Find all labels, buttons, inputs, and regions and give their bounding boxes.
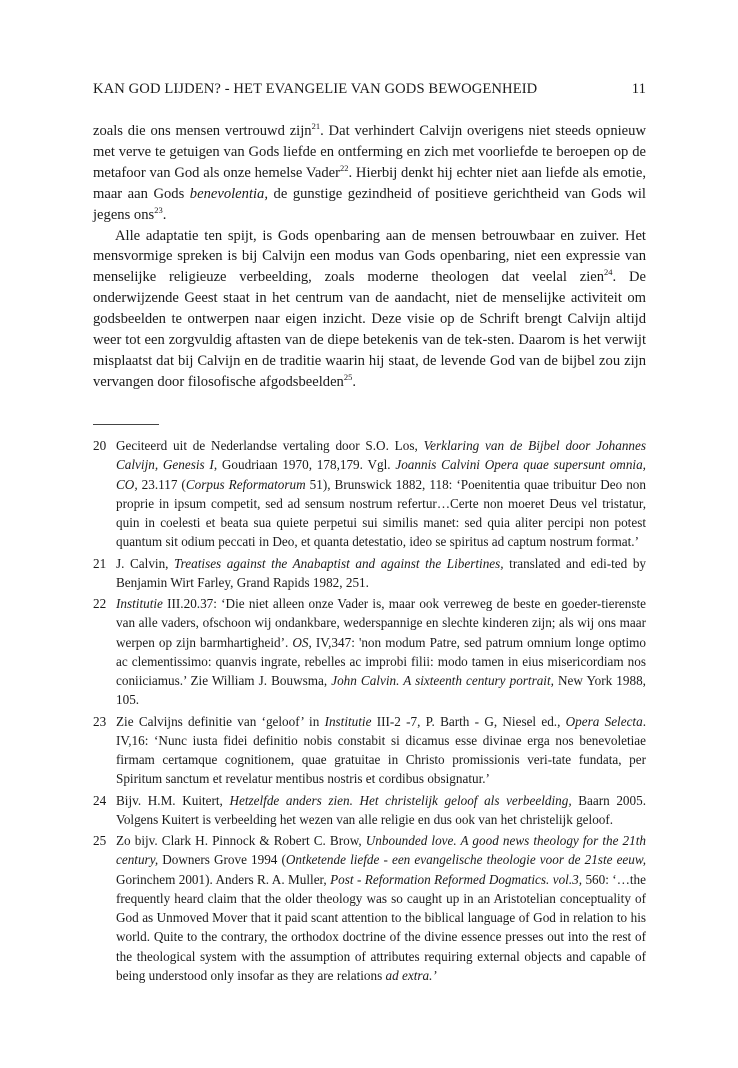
text-run: , Goudriaan 1970, 178,179. Vgl.: [213, 457, 396, 473]
text-run: New York 1988, 105.: [116, 673, 646, 708]
emphasis: Treatises against the Anabaptist and against the Libertines,: [174, 555, 504, 571]
text-run: .: [352, 373, 357, 390]
emphasis: benevolentia,: [189, 185, 269, 202]
page-number: 11: [631, 81, 646, 97]
footnote-number: 23: [93, 713, 107, 729]
footnote-number: 24: [93, 792, 107, 808]
footnote-20: [93, 436, 646, 552]
emphasis: Opera Selecta: [565, 713, 643, 729]
running-title: KAN GOD LIJDEN? - HET EVANGELIE VAN GODS BEWOGENHEID: [93, 81, 538, 97]
footnote-number: 20: [93, 438, 107, 453]
footnote-number: 22: [93, 595, 107, 611]
emphasis: ad extra.’: [385, 968, 437, 983]
text-run: , IV,347: 'non modum Patre, sed patrum omnium longe optimo ac clementissimo: quanvis ingrate, rebelles ac improbi filii: modo tamen in eius misericordiam nos coniiciamus.’ Zie William J. Bouwsma,: [116, 634, 646, 689]
emphasis: Post - Reformation Reformed Dogmatics. vol.3,: [330, 871, 583, 887]
emphasis: Institutie: [116, 595, 163, 611]
emphasis: John Calvin. A sixteenth century portrait,: [331, 673, 554, 689]
footnote-ref-24: 24: [604, 267, 613, 278]
text-run: Alle adaptatie ten spijt, is Gods openbaring aan de mensen betrouwbaar en zuiver. Het mensvormige spreken is bij Calvijn een modus van Gods openbaring, niet een expressie van menselijke religieuze verbeelding, zoals moderne theologen dat veelal zien: [93, 227, 646, 286]
emphasis: Institutie: [324, 713, 372, 729]
text-run: J. Calvin,: [116, 555, 175, 571]
text-run: 23.117 (: [137, 476, 186, 492]
text-run: 51), Brunswick 1882, 118: ‘Poenitentia quae tribuitur Deo non proprie in ipsum competit, sed ad sensum nostrum refertur…Certe non moeret Deus vel tristatur, quin in coelesti et beata sua quiete perpetui sui similis manet: sed quia aliter percipi non potest quantum sit odium peccati in Deo, et quanta detestatio, ideo se spiritus ad captum nostrum format.’: [116, 476, 646, 550]
text-run: III.20.37: ‘Die niet alleen onze Vader is, maar ook verreweg de beste en goeder-tierenste van alle vaders, ofschoon wij ondankbare, wederspannige en slechte kinderen zijn; als wij ons maar werpen op zijn barmhartigheid’.: [116, 595, 646, 650]
emphasis: Joannis Calvini Opera quae supersunt omnia, CO,: [116, 457, 646, 492]
text-run: . Dat verhindert Calvijn overigens niet steeds opnieuw met verve te getuigen van Gods liefde en ontferming en zich met voorliefde te beroepen op de metafoor van God als onze hemelse Vader: [93, 123, 646, 181]
footnote-divider: [93, 424, 159, 425]
paragraph-2: [93, 226, 646, 393]
emphasis: Hetzelfde anders zien. Het christelijk geloof als verbeelding,: [229, 792, 572, 808]
footnote-number: 25: [93, 832, 107, 848]
text-run: Geciteerd uit de Nederlandse vertaling door S.O. Los,: [116, 438, 424, 453]
text-run: . De onderwijzende Geest staat in het centrum van de aandacht, niet de menselijke activiteit om godsbeelden te ontwerpen naar eigen inzicht. Deze visie op de Schrift brengt Calvijn altijd weer tot een zorgvuldig aftasten van de diepe betekenis van de tek-sten. Daarom is het verwijt misplaatst dat bij Calvijn en de traditie waarin hij staat, de levende God van de bijbel zou zijn vervangen door filosofische afgodsbeelden: [93, 269, 646, 390]
footnote-ref-22: 22: [339, 162, 349, 173]
text-run: . Hierbij denkt hij echter niet aan liefde als emotie, maar aan Gods: [93, 164, 646, 202]
footnote-number: 21: [93, 555, 107, 571]
emphasis: Verklaring van de Bijbel door Johannes Calvijn, Genesis I: [116, 438, 646, 473]
text-run: Bijv. H.M. Kuitert,: [116, 792, 230, 808]
main-text: [93, 121, 646, 393]
text-run: Baarn 2005. Volgens Kuitert is verbeelding het wezen van alle religie en dus ook van het christelijk geloof.: [116, 792, 646, 827]
footnote-24: [93, 791, 646, 830]
emphasis: Ontketende liefde - een evangelische theologie voor de 21ste eeuw,: [285, 852, 646, 868]
footnote-25: [93, 831, 646, 985]
emphasis: OS: [292, 634, 309, 650]
paragraph-1: [93, 121, 646, 226]
text-run: III-2 -7, P. Barth - G, Niesel ed.,: [371, 713, 566, 729]
text-run: .: [162, 206, 167, 223]
text-run: de gunstige gezindheid of positieve gerichtheid van Gods wil jegens ons: [93, 185, 646, 223]
text-run: . IV,16: ‘Nunc iusta fidei definitio nobis constabit si dicamus esse divinae erga nos benevoletiae firmam certamque cognitionem, quae gratuitae in Christo promissionis veri-tate fundata, per Spiritum sanctum et revelatur mentibus nostris et cordibus obsignatur.’: [116, 713, 646, 787]
text-run: Downers Grove 1994 (: [158, 852, 286, 868]
emphasis: Unbounded love. A good news theology for the 21th century,: [116, 832, 647, 868]
text-run: zoals die ons mensen vertrouwd zijn: [93, 123, 312, 139]
text-run: Zie Calvijns definitie van ‘geloof’ in: [116, 713, 325, 729]
footnote-ref-23: 23: [154, 204, 163, 215]
running-header: [93, 81, 646, 101]
emphasis: Corpus Reformatorum: [185, 476, 306, 492]
text-run: Gorinchem 2001). Anders R. A. Muller,: [116, 871, 331, 887]
text-run: Zo bijv. Clark H. Pinnock & Robert C. Brow,: [116, 832, 366, 848]
footnote-22: [93, 594, 646, 710]
footnotes: [93, 436, 646, 987]
footnote-23: [93, 712, 646, 789]
text-run: translated and edi-ted by Benjamin Wirt Farley, Grand Rapids 1982, 251.: [116, 555, 647, 590]
footnote-ref-21: 21: [311, 121, 321, 131]
footnote-21: [93, 554, 646, 593]
text-run: 560: ‘…the frequently heard claim that the older theology was so caught up in an Aristotelian conceptuality of God as Unmoved Mover that it paid scant attention to the biblical language of God in relation to his world. Quite to the contrary, the orthodox doctrine of the divine essence presses out into the rest of the theological system with the assumption of attributes requiring external objects and capable of being understood only insofar as they are relations: [116, 871, 646, 983]
footnote-ref-25: 25: [343, 371, 353, 382]
